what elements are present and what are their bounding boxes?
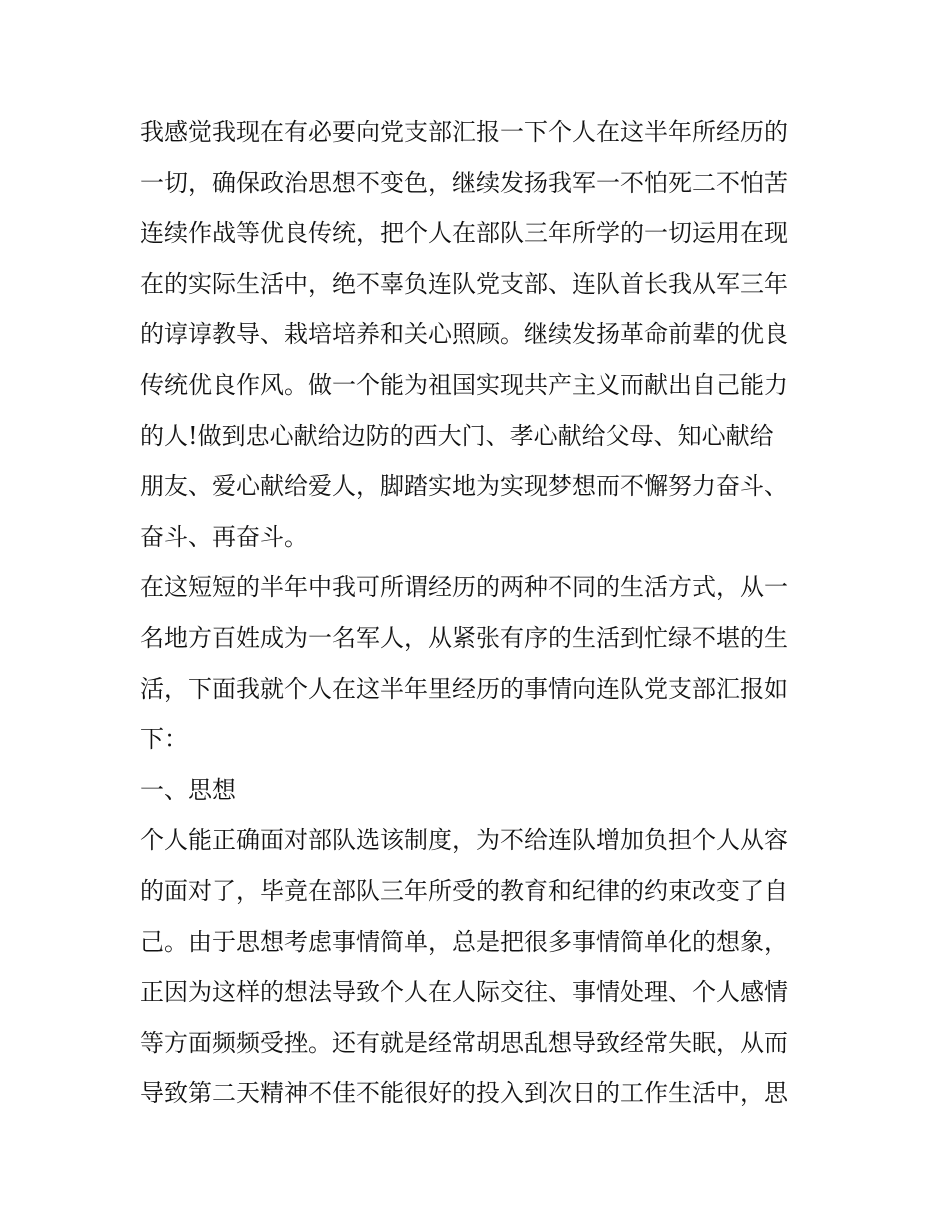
text-line: 传统优良作风。做一个能为祖国实现共产主义而献出自己能力 (140, 370, 788, 399)
text-line: 连续作战等优良传统，把个人在部队三年所学的一切运用在现 (140, 219, 788, 248)
text-line: 朋友、爱心献给爱人，脚踏实地为实现梦想而不懈努力奋斗、 (140, 472, 788, 501)
text-line: 下： (140, 725, 188, 754)
text-line: 在的实际生活中，绝不辜负连队党支部、连队首长我从军三年 (140, 269, 788, 298)
text-line: 名地方百姓成为一名军人，从紧张有序的生活到忙绿不堪的生 (140, 623, 788, 652)
document-body (140, 107, 820, 1119)
text-line: 奋斗、再奋斗。 (140, 522, 308, 551)
text-line: 我感觉我现在有必要向党支部汇报一下个人在这半年所经历的 (140, 118, 788, 146)
text-line: 导致第二天精神不佳不能很好的投入到次日的工作生活中，思 (140, 1079, 788, 1108)
text-line: 的面对了，毕竟在部队三年所受的教育和纪律的约束改变了自 (140, 876, 788, 905)
text-line: 一切，确保政治思想不变色，继续发扬我军一不怕死二不怕苦 (140, 168, 788, 197)
text-line: 的谆谆教导、栽培培养和关心照顾。继续发扬革命前辈的优良 (140, 320, 788, 349)
text-line: 活，下面我就个人在这半年里经历的事情向连队党支部汇报如 (140, 674, 788, 703)
text-line: 正因为这样的想法导致个人在人际交往、事情处理、个人感情 (140, 978, 788, 1007)
section-heading: 一、思想 (140, 775, 236, 804)
text-line: 的人!做到忠心献给边防的西大门、孝心献给父母、知心献给 (140, 421, 774, 450)
text-line: 在这短短的半年中我可所谓经历的两种不同的生活方式，从一 (140, 573, 788, 602)
text-line: 等方面频频受挫。还有就是经常胡思乱想导致经常失眠，从而 (140, 1028, 788, 1057)
text-line: 个人能正确面对部队选该制度，为不给连队增加负担个人从容 (140, 826, 788, 855)
text-line: 己。由于思想考虑事情简单，总是把很多事情简单化的想象， (140, 927, 788, 956)
